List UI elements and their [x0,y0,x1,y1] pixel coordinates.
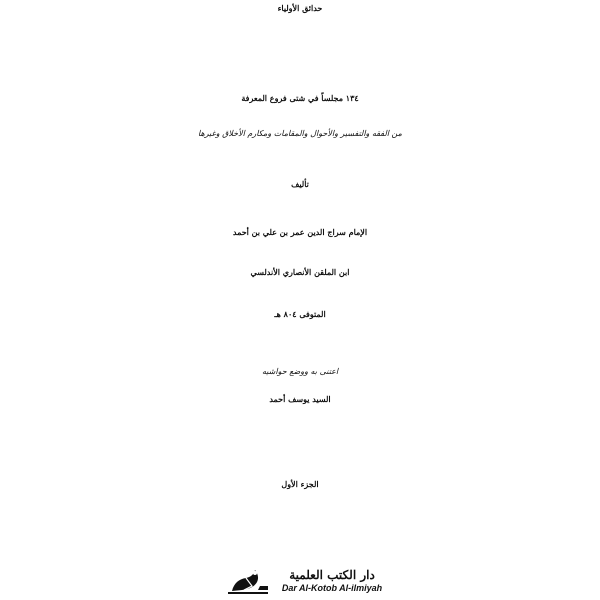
editor-label: اعتنى به ووضع حواشيه [261,367,339,376]
publisher-name-arabic: دار الكتب العلمية [289,568,375,582]
author-name-line1: الإمام سراج الدين عمر بن علي بن أحمد [232,227,368,237]
publisher-mark [224,566,384,596]
book-title: حدائق الأولياء [277,3,323,13]
author-name-line2: ابن الملقن الأنصاري الأندلسي [250,267,350,277]
authorship-label: تأليف [291,179,309,189]
editor-name: السيد يوسف أحمد [269,394,331,404]
author-death-date: المتوفى ٨٠٤ هـ [274,309,326,319]
publisher-emblem-icon [224,566,272,596]
volume-label: الجزء الأول [281,479,319,489]
book-subtitle: ١٣٤ مجلساً في شتى فروع المعرفة [241,93,359,103]
publisher-name-latin: Dar Al-Kotob Al-ilmiyah [281,583,383,593]
book-topics: من الفقه والتفسير والأحوال والمقامات ومكارم الأخلاق وغيرها [198,129,402,138]
